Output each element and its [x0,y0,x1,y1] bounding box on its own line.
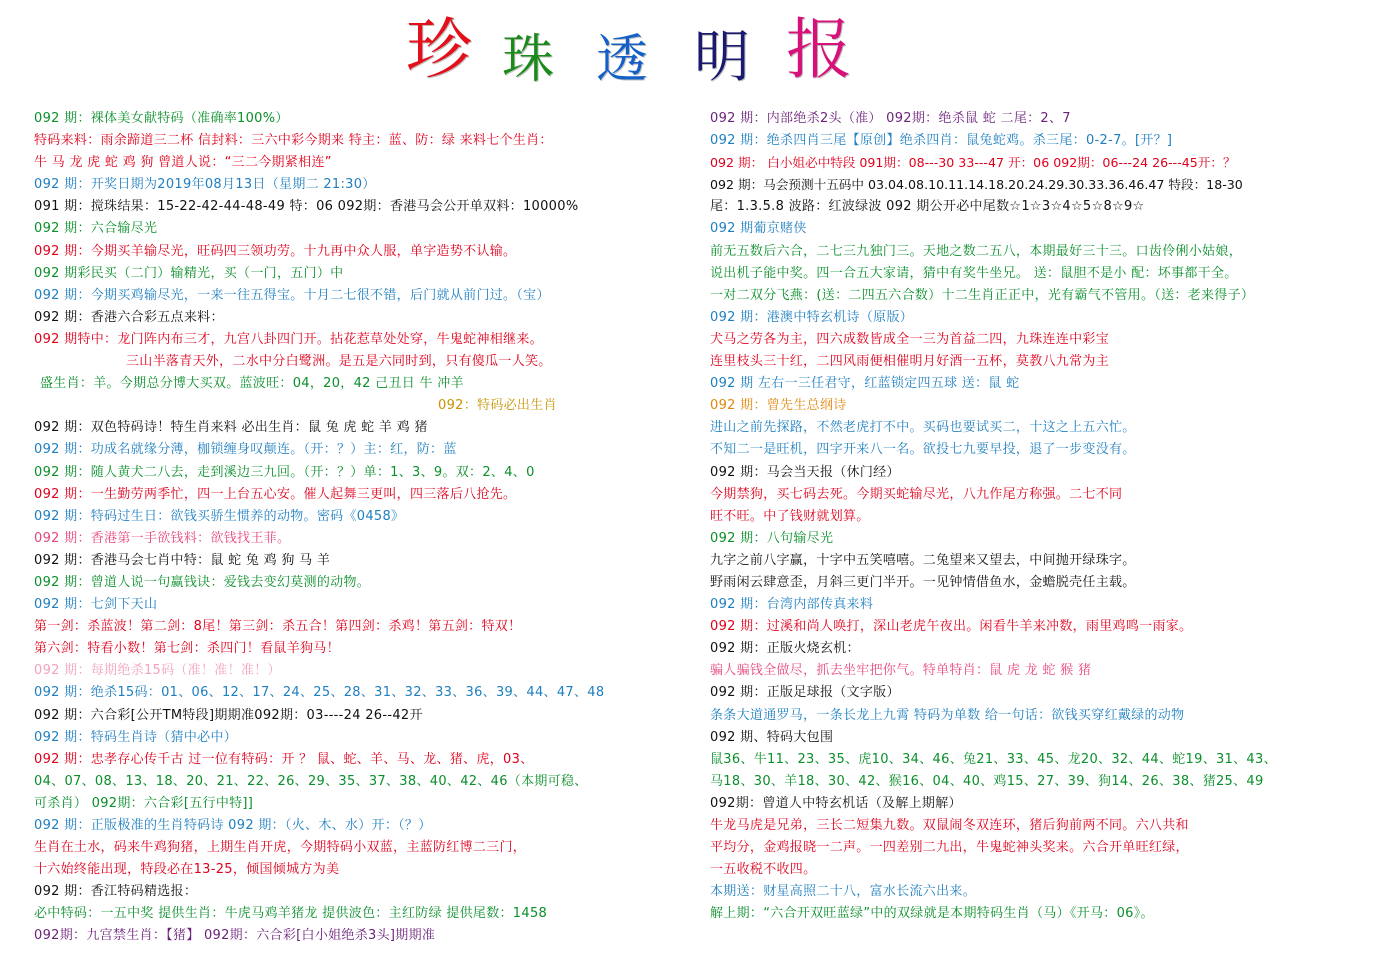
line-segment: 不知二一是旺机，四字开来八一名。欲投七九要早投，退了一步变没有。 [710,442,1136,458]
masthead-title [400,8,880,98]
right-text-line [710,881,1382,903]
line-segment: 092 期：六合输尽光 [34,221,158,237]
right-text-line [710,329,1382,351]
left-text-line [34,130,690,152]
right-text-line [710,484,1382,506]
line-segment: 092 期：马会当天报（休门经） [710,464,900,480]
line-segment: 092 期：正版极准的生肖特码诗 [34,818,224,833]
line-segment: 092 期：八句输尽光 [710,530,834,546]
line-segment: 092 期：内部绝杀2头（准） [710,111,882,126]
right-text-line [710,903,1382,925]
right-text-line [710,771,1382,793]
left-text-line [34,705,690,727]
title-char-3: 透 [596,30,649,90]
right-text-line [710,506,1382,528]
line-segment: 092 期：正版足球报（文字版） [710,685,900,701]
left-text-line [34,329,690,351]
line-segment: 牛龙马虎是兄弟，三长二短集九数。双鼠闹冬双连环，猪后狗前两不同。六八共和 [710,818,1189,833]
line-segment: 092 期：（火、木、水）开：（？） [223,818,432,833]
title-char-1: 珍 [406,11,472,88]
left-text-line [34,285,690,307]
line-segment: 092 期：香港马会七肖中特：鼠 蛇 兔 鸡 狗 马 羊 [34,552,331,568]
left-text-line [34,771,690,793]
line-segment: 092 期特中：龙门阵内布三才，九宫八卦四门开。拈花惹草处处穿，牛鬼蛇神相继来。 [34,331,543,347]
line-segment: 092 期：今期买鸡输尽光，一来一往五得宝。十月二七很不错，后门就从前门过。（宝） [34,287,550,303]
line-segment: 092期：六合彩[五行中特]] [87,795,254,811]
right-text-line [710,660,1382,682]
line-segment: 可杀肖） [34,795,88,811]
right-text-line [710,727,1382,749]
left-text-line [34,152,690,174]
right-text-line [710,241,1382,263]
line-segment: 04、07、08、13、18、20、21、22、26、29、35、37、38、40、42、46（本期可稳、 [34,773,588,789]
left-text-line [34,307,690,329]
left-text-line [34,594,690,616]
left-text-line [34,815,690,837]
line-segment: 092 期葡京赌侠 [710,221,807,237]
line-segment: 必中特码：一五中奖 提供生肖：牛虎马鸡羊猪龙 提供波色：主红防绿 提供尾数：1458 [34,906,548,922]
line-segment: 九字之前八字赢，十字中五笑嘻嘻。二兔望来又望去，中间抛开绿珠字。 [710,552,1136,568]
left-text-line [34,196,690,218]
line-segment: 092：特码必出生肖 [438,398,557,414]
title-char-4: 明 [694,25,750,90]
left-text-line [34,682,690,704]
right-text-line [710,395,1382,417]
line-segment: 三山半落青天外，二水中分白鹭洲。是五是六同时到，只有傻瓜一人笑。 [126,354,552,370]
line-segment: 092 期：正版火烧玄机： [710,641,860,657]
right-text-line [710,218,1382,240]
line-segment: 鼠36、牛11、23、35、虎10、34、46、兔21、33、45、龙20、32、44、蛇19、31、43、 [710,751,1277,767]
line-segment: 092期：曾道人中特玄机话（及解上期解） [710,795,962,811]
line-segment: 连里枝头三十红，二四风雨便相催明月好酒一五杯，莫教八九常为主 [710,354,1110,370]
line-segment: 092 期：忠孝存心传千古 过一位有特码：开 ？ 鼠、蛇、羊、马、龙、猪、虎，03、 [34,751,534,767]
line-segment: 生肖在土水，码来牛鸡狗猪，上期生肖开虎，今期特码小双蓝，主蓝防红博二三门， [34,840,527,856]
title-char-5: 报 [786,11,852,88]
line-segment: 旺不旺。中了钱财就划算。 [710,508,870,524]
right-text-line [710,749,1382,771]
line-segment: 说出机子能中奖。四一合五大家请，猜中有奖牛坐兄。 送：鼠胆不是小 配：坏事都干全。 [710,265,1238,281]
line-segment: 092 期：马会预测十五码中 03.04.08.10.11.14.18.20.24.29.30.33.36.46.47 特段：18-30 [710,177,1243,193]
right-text-line [710,307,1382,329]
left-text-line [34,660,690,682]
line-segment: 092 期彩民买（二门）输精光，买（一门，五门）中 [34,265,344,281]
line-segment: 092 期：绝杀四肖三尾【原创】绝杀四肖：鼠兔蛇鸡。杀三尾：0-2-7。[开？] [710,133,1173,149]
line-segment: 092 期：随人黄犬二八去，走到溪边三九回。（开：？）单：1、3、9。双：2、4、0 [34,464,535,480]
line-segment: 解上期：“六合开双旺蓝绿”中的双绿就是本期特码生肖（马）《开马：06》。 [710,906,1154,922]
line-segment: 092 期：双色特码诗！特生肖来料 必出生肖：鼠 兔 虎 蛇 羊 鸡 猪 [34,420,428,436]
line-segment: 条条大道通罗马，一条长龙上九霄 特码为单数 给一句话：欲钱买穿红戴绿的动物 [710,707,1185,723]
right-text-line [710,528,1382,550]
right-text-line [710,859,1382,881]
line-segment: 进山之前先探路，不然老虎打不中。买码也要试买二，十这之上五六忙。 [710,420,1136,436]
line-segment: 092 期：香港第一手欲钱料：欲钱找王菲。 [34,530,291,546]
left-text-line [34,263,690,285]
line-segment: 马18、30、羊18、30、42、猴16、04、40、鸡15、27、39、狗14、26、38、猪25、49 [710,773,1264,789]
line-segment: 092 期：功成名就缘分薄，枷锁缠身叹颠连。（开：？）主：红，防：蓝 [34,442,457,458]
line-segment: 092 期：曾先生总纲诗 [710,398,847,414]
left-text-line [34,881,690,903]
title-char-2: 珠 [502,30,555,90]
left-text-line [34,528,690,550]
left-text-line [34,727,690,749]
right-text-line [710,837,1382,859]
line-segment: 092 期：曾道人说一句赢钱诀：爱钱去变幻莫测的动物。 [34,574,371,590]
line-segment: 092 期：香江特码精选报： [34,884,198,900]
line-segment: 092期：绝杀鼠 蛇 二尾：2、7 [881,111,1071,126]
right-text-line [710,705,1382,727]
line-segment: 092 期：香港六合彩五点来料： [34,309,224,325]
line-segment: 092 期：每期绝杀15码（准！准！准！） [34,663,281,679]
left-text-line [34,638,690,660]
line-segment: 092 期： 白小姐必中特段 091期：08---30 33---47 开：06 092期：06---24 26---45开：？ [710,155,1236,171]
line-segment: 尾：1.3.5.8 波路：红波绿波 092 期公开必中尾数☆1☆3☆4☆5☆8☆9☆ [710,199,1145,215]
line-segment: 092 期：今期买羊输尽光，旺码四三领功劳。十九再中众人服，单字造势不认输。 [34,243,517,259]
right-text-line [710,196,1382,218]
line-segment: 骗人骗钱全做尽，抓去坐牢把你气。特单特肖：鼠 虎 龙 蛇 猴 猪 [710,663,1092,679]
left-text-line [34,241,690,263]
line-segment: 前无五数后六合，二七三九独门三。天地之数二五八，本期最好三十三。口齿伶俐小姑娘， [710,243,1243,259]
line-segment: 特码来料：雨余蹄道三二杯 信封料：三六中彩今期来 特主：蓝、防：绿 来料七个生肖： [34,133,553,149]
left-text-line [34,395,690,417]
left-text-line [34,218,690,240]
left-text-line [34,749,690,771]
line-segment: 平均分，金鸡报晓一二声。一四差别二九出，牛鬼蛇神头奖来。六合开单旺红绿， [710,840,1189,856]
left-column [34,108,690,948]
line-segment: 一对二双分飞燕：(送：二四五六合数）十二生肖正正中，光有霸气不管用。（送：老来得子） [710,287,1255,303]
left-text-line [34,417,690,439]
left-text-line [34,793,690,815]
left-text-line [34,859,690,881]
left-text-line [34,903,690,925]
left-text-line [34,462,690,484]
right-text-line [710,152,1382,174]
right-text-line [710,439,1382,461]
right-text-line [710,285,1382,307]
line-segment: 092 期：一生勤劳两季忙，四一上台五心安。催人起舞三更叫，四三落后八抢先。 [34,486,517,502]
right-text-line [710,417,1382,439]
right-text-line [710,373,1382,395]
right-text-line [710,263,1382,285]
right-text-line [710,550,1382,572]
line-segment: 092 期：过溪和尚人唤打，深山老虎午夜出。闲看牛羊来冲数，雨里鸡鸣一雨家。 [710,619,1193,635]
left-text-line [34,616,690,638]
line-segment: 092 期：特码生肖诗（猜中必中） [34,729,238,745]
line-segment: 092 期：台湾内部传真来料 [710,597,874,613]
left-text-line [34,484,690,506]
line-segment: 盛生肖：羊。今期总分博大买双。蓝波旺：04，20，42 己丑日 牛 冲羊 [40,376,464,392]
line-segment: 092 期 左右一三任君守，红蓝锁定四五球 送：鼠 蛇 [710,376,1020,392]
left-text-line [34,351,690,373]
line-segment: 一五收税不收四。 [710,862,817,878]
right-text-line [710,130,1382,152]
right-text-line [710,572,1382,594]
line-segment: 牛 马 龙 虎 蛇 鸡 狗 曾道人说：“三二今期紧相连” [34,155,332,171]
right-text-line [710,594,1382,616]
left-text-line [34,373,690,395]
right-text-line [710,462,1382,484]
left-text-line [34,506,690,528]
left-text-line [34,550,690,572]
right-text-line [710,174,1382,196]
right-text-line [710,682,1382,704]
line-segment: 092 期：开奖日期为2019年08月13日（星期二 21:30） [34,177,376,193]
line-segment: 092 期：特码过生日：欲钱买骄生惯养的动物。密码《0458》 [34,508,405,524]
line-segment: 091 期：搅珠结果：15-22-42-44-48-49 特：06 092期：香港马会公开单双料：10000% [34,199,579,215]
line-segment: 092期：九宫禁生肖：【猪】 092期：六合彩[白小姐绝杀3头]期期准 [34,928,436,944]
line-segment: 本期送：财星高照二十八，富水长流六出来。 [710,884,977,900]
line-segment: 第一剑：杀蓝波！第二剑：8尾！第三剑：杀五合！第四剑：杀鸡！第五剑：特双！ [34,619,522,635]
left-text-line [34,572,690,594]
right-text-line [710,793,1382,815]
left-text-line [34,174,690,196]
line-segment: 第六剑：特看小数！第七剑：杀四门！看鼠羊狗马！ [34,641,340,657]
line-segment: 092 期、特码大包围 [710,729,834,745]
line-segment: 092 期：七剑下天山 [34,597,158,613]
right-text-line [710,815,1382,837]
line-segment: 今期禁狗，买七码去死。今期买蛇输尽光，八九作尾方称强。二七不同 [710,486,1123,502]
line-segment: 092 期：绝杀15码：01、06、12、17、24、25、28、31、32、33、36、39、44、47、48 [34,685,605,701]
right-text-line [710,638,1382,660]
line-segment: 092 期：裸体美女献特码（准确率100%） [34,111,289,126]
right-text-line [710,351,1382,373]
left-text-line [34,837,690,859]
line-segment: 092 期：六合彩[公开TM特段]期期准092期：03----24 26--42开 [34,707,423,723]
line-segment: 犬马之劳各为主，四六成数皆成全一三为首益二四，九珠连连中彩宝 [710,331,1110,347]
right-text-line [710,616,1382,638]
right-text-line [710,108,1382,130]
left-text-line [34,439,690,461]
line-segment: 十六始终能出现，特段必在13-25，倾国倾城方为美 [34,862,340,878]
right-column [710,108,1382,925]
line-segment: 野雨闲云肆意歪，月斜三更门半开。一见钟情借鱼水，金蟾脱壳任主载。 [710,574,1136,590]
left-text-line [34,108,690,130]
left-text-line [34,925,690,947]
line-segment: 092 期：港澳中特玄机诗（原版） [710,309,914,325]
